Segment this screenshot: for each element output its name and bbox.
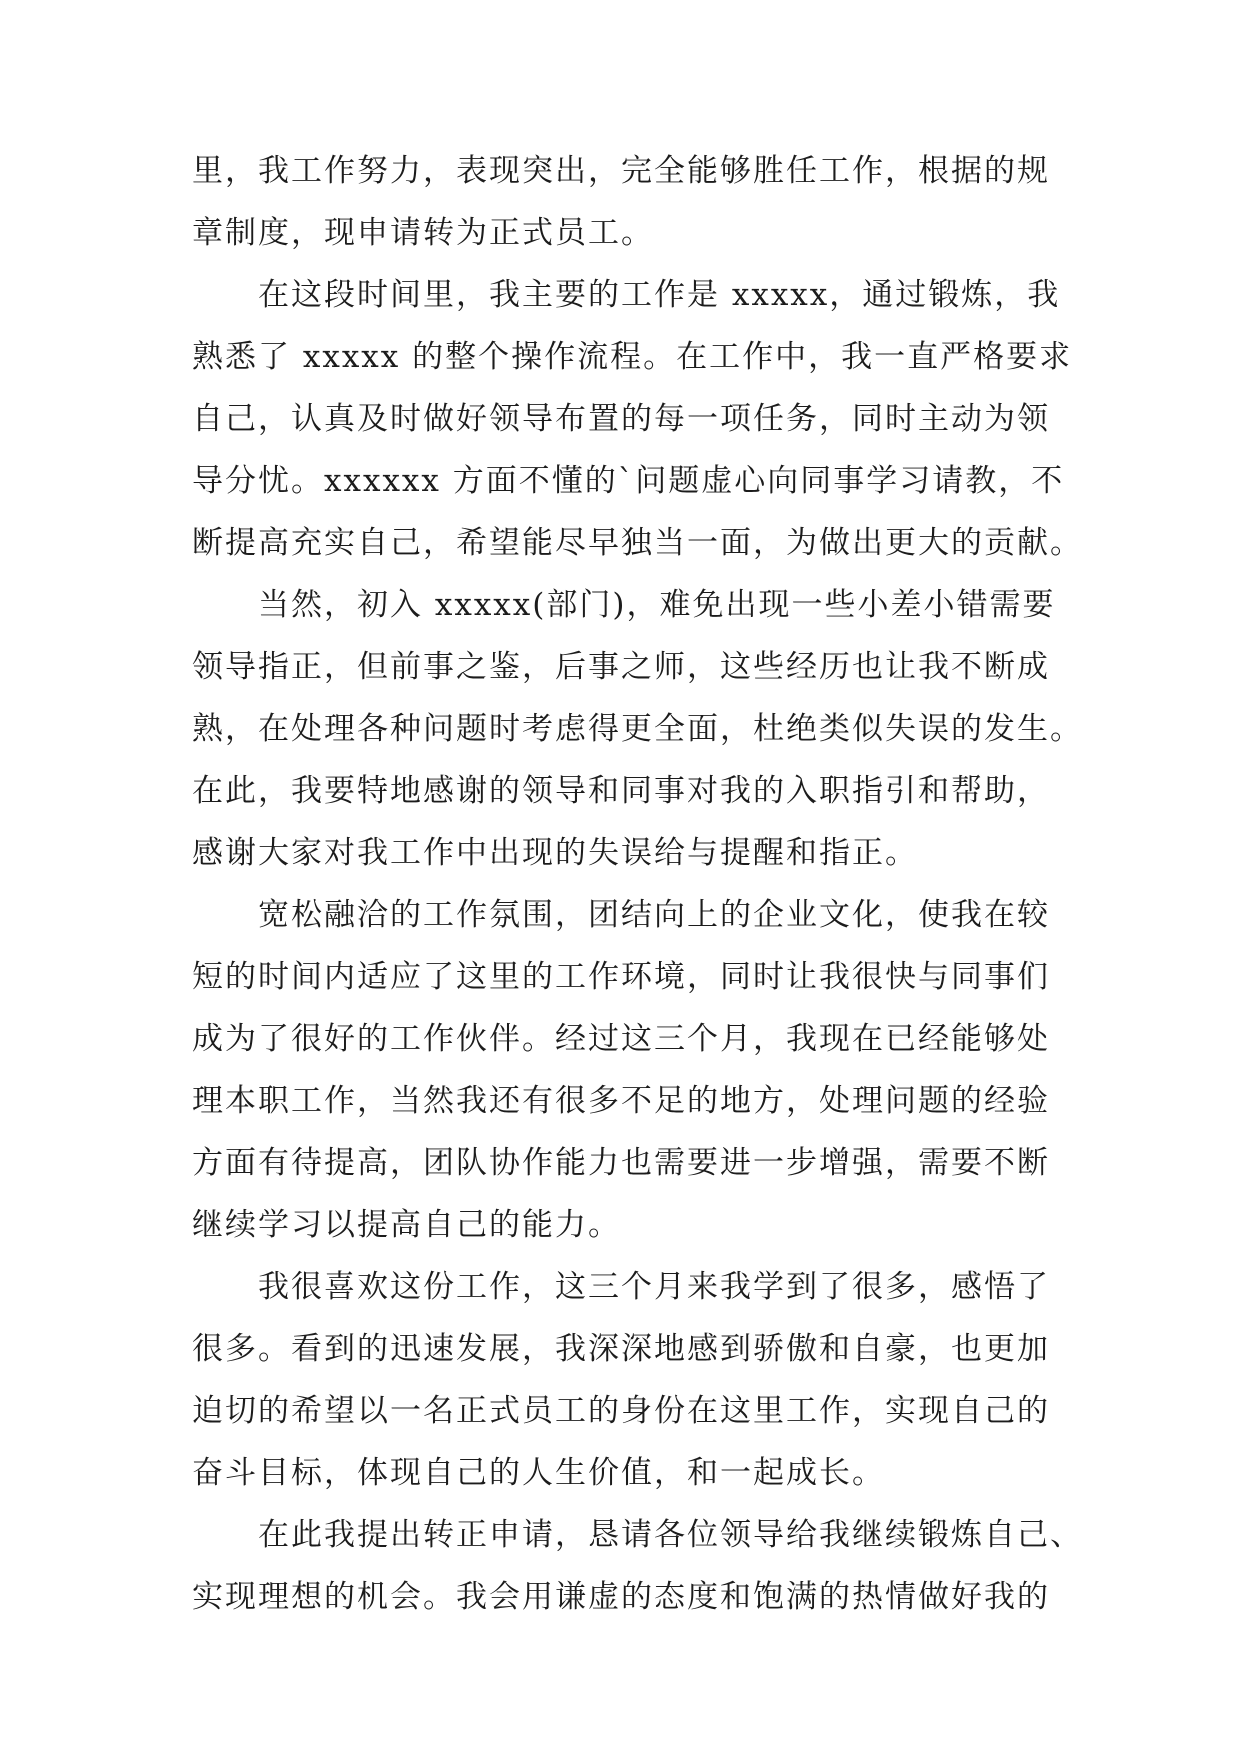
text-line: 在此，我要特地感谢的领导和同事对我的入职指引和帮助， <box>192 773 1050 809</box>
text-line: 断提高充实自己，希望能尽早独当一面，为做出更大的贡献。 <box>192 525 1083 561</box>
text-line: 我很喜欢这份工作，这三个月来我学到了很多，感悟了 <box>258 1269 1050 1305</box>
text-line: 当然，初入 xxxxx(部门)，难免出现一些小差小错需要 <box>258 587 1056 623</box>
text-line: 熟悉了 xxxxx 的整个操作流程。在工作中，我一直严格要求 <box>192 339 1073 375</box>
text-line: 宽松融洽的工作氛围，团结向上的企业文化，使我在较 <box>258 897 1050 933</box>
text-line: 奋斗目标，体现自己的人生价值，和一起成长。 <box>192 1455 885 1491</box>
text-line: 继续学习以提高自己的能力。 <box>192 1207 621 1243</box>
text-line: 领导指正，但前事之鉴，后事之师，这些经历也让我不断成 <box>192 649 1050 685</box>
text-line: 成为了很好的工作伙伴。经过这三个月，我现在已经能够处 <box>192 1021 1050 1057</box>
text-line: 熟，在处理各种问题时考虑得更全面，杜绝类似失误的发生。 <box>192 711 1083 747</box>
body-text <box>192 140 1083 1628</box>
text-line: 在此我提出转正申请，恳请各位领导给我继续锻炼自己、 <box>258 1517 1083 1553</box>
text-line: 短的时间内适应了这里的工作环境，同时让我很快与同事们 <box>192 959 1050 995</box>
text-line: 导分忧。xxxxxx 方面不懂的`问题虚心向同事学习请教，不 <box>192 463 1065 499</box>
text-line: 在这段时间里，我主要的工作是 xxxxx，通过锻炼，我 <box>258 277 1061 313</box>
text-line: 里，我工作努力，表现突出，完全能够胜任工作，根据的规 <box>192 153 1050 189</box>
text-line: 感谢大家对我工作中出现的失误给与提醒和指正。 <box>192 835 918 871</box>
text-line: 迫切的希望以一名正式员工的身份在这里工作，实现自己的 <box>192 1393 1050 1429</box>
text-line: 很多。看到的迅速发展，我深深地感到骄傲和自豪，也更加 <box>192 1331 1050 1367</box>
text-line: 自己，认真及时做好领导布置的每一项任务，同时主动为领 <box>192 401 1050 437</box>
text-line: 章制度，现申请转为正式员工。 <box>192 215 654 251</box>
text-line: 理本职工作，当然我还有很多不足的地方，处理问题的经验 <box>192 1083 1050 1119</box>
text-line: 方面有待提高，团队协作能力也需要进一步增强，需要不断 <box>192 1145 1050 1181</box>
text-line: 实现理想的机会。我会用谦虚的态度和饱满的热情做好我的 <box>192 1579 1050 1615</box>
